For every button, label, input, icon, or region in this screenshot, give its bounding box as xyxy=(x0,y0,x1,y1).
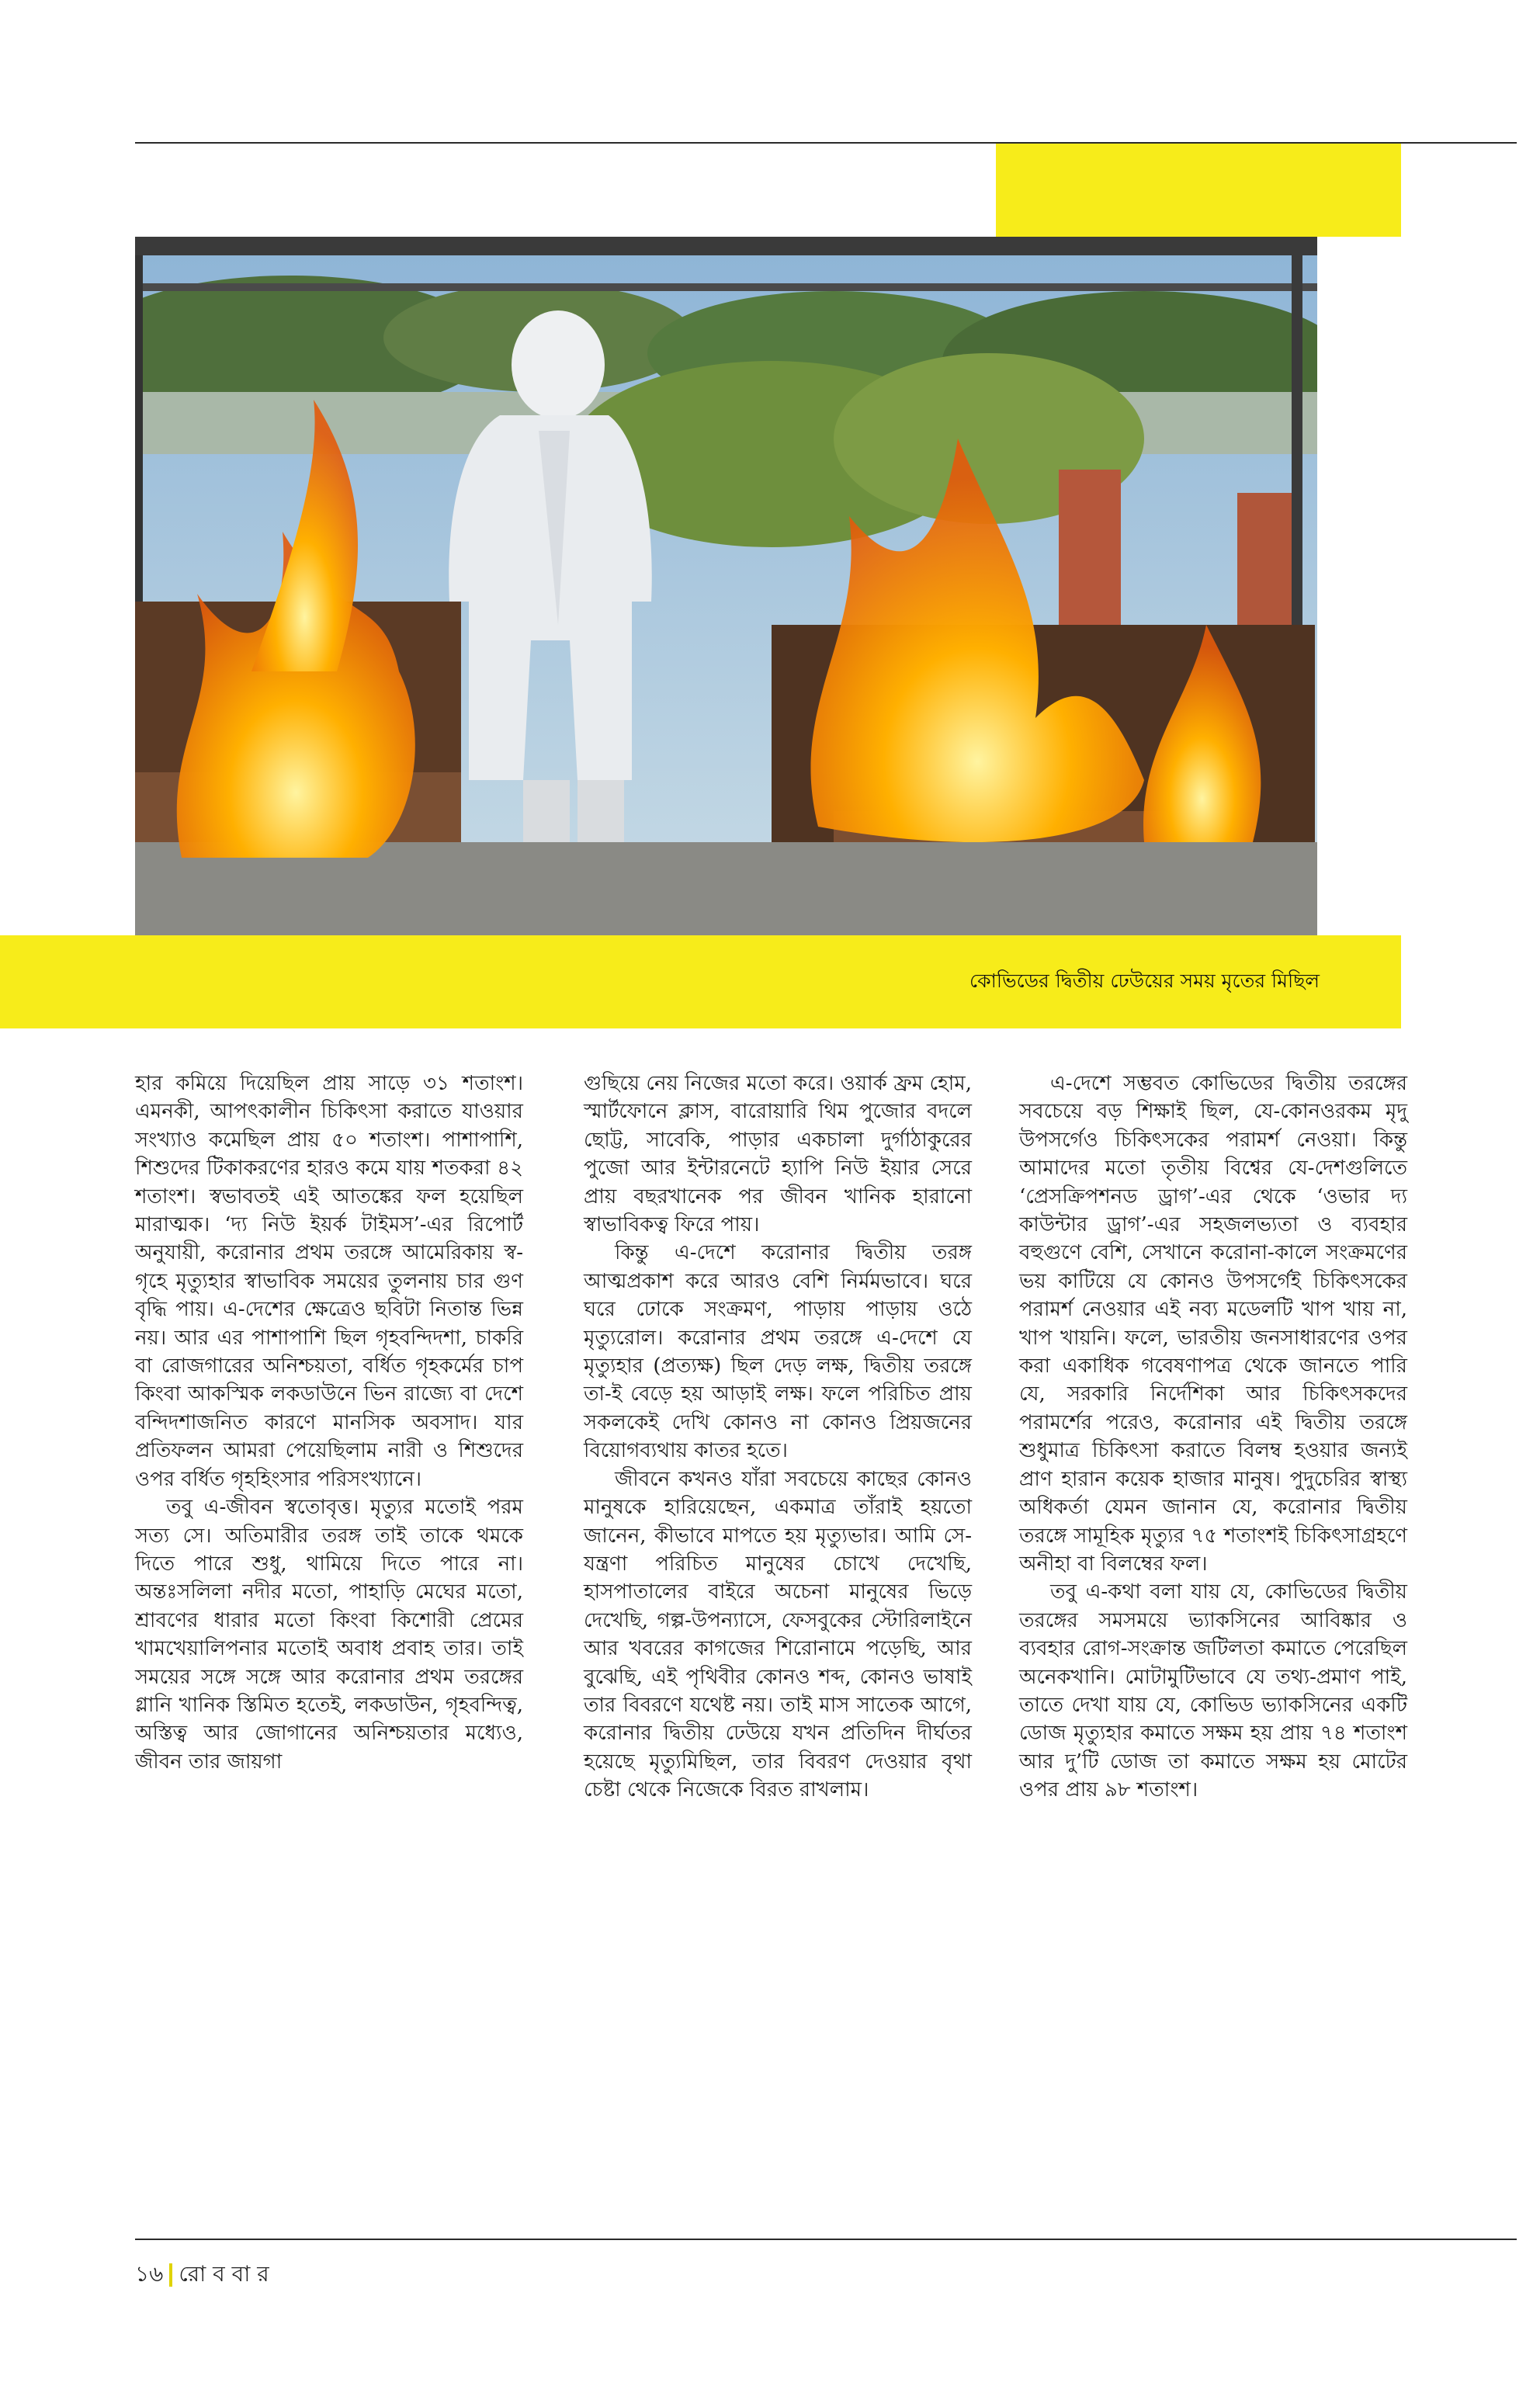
article-column-2 xyxy=(584,1070,972,1805)
bottom-rule xyxy=(135,2239,1517,2240)
article-column-3 xyxy=(1019,1070,1407,1805)
photo-caption: কোভিডের দ্বিতীয় ঢেউয়ের সময় মৃতের মিছিল xyxy=(969,969,1320,992)
article-column-1 xyxy=(135,1070,523,1776)
publication-name: রো ব বা র xyxy=(179,2261,269,2287)
paragraph: তবু এ-জীবন স্বতোবৃত্ত। মৃত্যুর মতোই পরম সত্য সে। অতিমারীর তরঙ্গ তাই তাকে থমকে দিতে পারে শুধু, থামিয়ে দিতে পারে না। অন্তঃসলিলা নদীর মতো, পাহাড়ি মেঘের মতো, শ্রাবণের ধারার মতো কিংবা কিশোরী প্রেমের খামখেয়ালিপনার মতোই অবাধ প্রবাহ তার। তাই সময়ের সঙ্গে সঙ্গে আর করোনার প্রথম তরঙ্গের গ্লানি খানিক স্তিমিত হতেই, লকডাউন, গৃহবন্দিত্ব, অস্তিত্ব আর জোগানের অনিশ্চয়তার মধ্যেও, জীবন তার জায়গা xyxy=(135,1496,523,1774)
paragraph: হার কমিয়ে দিয়েছিল প্রায় সাড়ে ৩১ শতাংশ। এমনকী, আপৎকালীন চিকিৎসা করাতে যাওয়ার সংখ্যাও কমেছিল প্রায় ৫০ শতাংশ। পাশাপাশি, শিশুদের টিকাকরণের হারও কমে যায় শতকরা ৪২ শতাংশ। স্বভাবতই এই আতঙ্কের ফল হয়েছিল মারাত্মক। ‘দ্য নিউ ইয়র্ক টাইমস’-এর রিপোর্ট অনুযায়ী, করোনার প্রথম তরঙ্গে আমেরিকায় স্ব-গৃহে মৃত্যুহার স্বাভাবিক সময়ের তুলনায় চার গুণ বৃদ্ধি পায়। এ-দেশের ক্ষেত্রেও ছবিটা নিতান্ত ভিন্ন নয়। আর এর পাশাপাশি ছিল গৃহবন্দিদশা, চাকরি বা রোজগারের অনিশ্চয়তা, বর্ধিত গৃহকর্মের চাপ কিংবা আকস্মিক লকডাউনে ভিন রাজ্যে বা দেশে বন্দিদশাজনিত কারণে মানসিক অবসাদ। যার প্রতিফলন আমরা পেয়েছিলাম নারী ও শিশুদের ওপর বর্ধিত গৃহহিংসার পরিসংখ্যানে। xyxy=(135,1072,523,1491)
paragraph: তবু এ-কথা বলা যায় যে, কোভিডের দ্বিতীয় তরঙ্গের সমসময়ে ভ্যাকসিনের আবিষ্কার ও ব্যবহার রোগ-সংক্রান্ত জটিলতা কমাতে পেরেছিল অনেকখানি। মোটামুটিভাবে যে তথ্য-প্রমাণ পাই, তাতে দেখা যায় যে, কোভিড ভ্যাকসিনের একটি ডোজ মৃত্যুহার কমাতে সক্ষম হয় প্রায় ৭৪ শতাংশ আর দু’টি ডোজ তা কমাতে সক্ষম হয় মোটের ওপর প্রায় ৯৮ শতাংশ। xyxy=(1019,1580,1407,1802)
photo-illustration xyxy=(135,237,1317,935)
cremation-photo xyxy=(135,237,1317,935)
page-footer xyxy=(135,2257,269,2294)
yellow-accent-top xyxy=(996,144,1401,237)
page-number: ১৬ xyxy=(135,2261,164,2287)
paragraph: গুছিয়ে নেয় নিজের মতো করে। ওয়ার্ক ফ্রম হোম, স্মার্টফোনে ক্লাস, বারোয়ারি থিম পুজোর বদলে ছোট্ট, সাবেকি, পাড়ার একচালা দুর্গাঠাকুরের পুজো আর ইন্টারনেটে হ্যাপি নিউ ইয়ার সেরে প্রায় বছরখানেক পর জীবন খানিক হারানো স্বাভাবিকত্ব ফিরে পায়। xyxy=(584,1072,972,1237)
footer-separator xyxy=(169,2263,172,2287)
paragraph: এ-দেশে সম্ভবত কোভিডের দ্বিতীয় তরঙ্গের সবচেয়ে বড় শিক্ষাই ছিল, যে-কোনওরকম মৃদু উপসর্গেও চিকিৎসকের পরামর্শ নেওয়া। কিন্তু আমাদের মতো তৃতীয় বিশ্বের যে-দেশগুলিতে ‘প্রেসক্রিপশনড ড্রাগ’-এর থেকে ‘ওভার দ্য কাউন্টার ড্রাগ’-এর সহজলভ্যতা ও ব্যবহার বহুগুণে বেশি, সেখানে করোনা-কালে সংক্রমণের ভয় কাটিয়ে যে কোনও উপসর্গেই চিকিৎসকের পরামর্শ নেওয়ার এই নব্য মডেলটি খাপ খায় না, খাপ খায়নি। ফলে, ভারতীয় জনসাধারণের ওপর করা একাধিক গবেষণাপত্র থেকে জানতে পারি যে, সরকারি নির্দেশিকা আর চিকিৎসকদের পরামর্শের পরেও, করোনার এই দ্বিতীয় তরঙ্গে শুধুমাত্র চিকিৎসা করাতে বিলম্ব হওয়ার জন্যই প্রাণ হারান কয়েক হাজার মানুষ। পুদুচেরির স্বাস্থ্য অধিকর্তা যেমন জানান যে, করোনার দ্বিতীয় তরঙ্গে সামূহিক মৃত্যুর ৭৫ শতাংশই চিকিৎসাগ্রহণে অনীহা বা বিলম্বের ফল। xyxy=(1019,1072,1407,1576)
paragraph: কিন্তু এ-দেশে করোনার দ্বিতীয় তরঙ্গ আত্মপ্রকাশ করে আরও বেশি নির্মমভাবে। ঘরে ঘরে ঢোকে সংক্রমণ, পাড়ায় পাড়ায় ওঠে মৃত্যুরোল। করোনার প্রথম তরঙ্গে এ-দেশে যে মৃত্যুহার (প্রত্যক্ষ) ছিল দেড় লক্ষ, দ্বিতীয় তরঙ্গে তা-ই বেড়ে হয় আড়াই লক্ষ। ফলে পরিচিত প্রায় সকলকেই দেখি কোনও না কোনও প্রিয়জনের বিয়োগব্যথায় কাতর হতে। xyxy=(584,1241,972,1463)
paragraph: জীবনে কখনও যাঁরা সবচেয়ে কাছের কোনও মানুষকে হারিয়েছেন, একমাত্র তাঁরাই হয়তো জানেন, কীভাবে মাপতে হয় মৃত্যুভার। আমি সে-যন্ত্রণা পরিচিত মানুষের চোখে দেখেছি, হাসপাতালের বাইরে অচেনা মানুষের ভিড়ে দেখেছি, গল্প-উপন্যাসে, ফেসবুকের স্টোরিলাইনে আর খবরের কাগজের শিরোনামে পড়েছি, আর বুঝেছি, এই পৃথিবীর কোনও শব্দ, কোনও ভাষাই তার বিবরণে যথেষ্ট নয়। তাই মাস সাতেক আগে, করোনার দ্বিতীয় ঢেউয়ে যখন প্রতিদিন দীর্ঘতর হয়েছে মৃত্যুমিছিল, তার বিবরণ দেওয়ার বৃথা চেষ্টা থেকে নিজেকে বিরত রাখলাম। xyxy=(584,1467,972,1802)
